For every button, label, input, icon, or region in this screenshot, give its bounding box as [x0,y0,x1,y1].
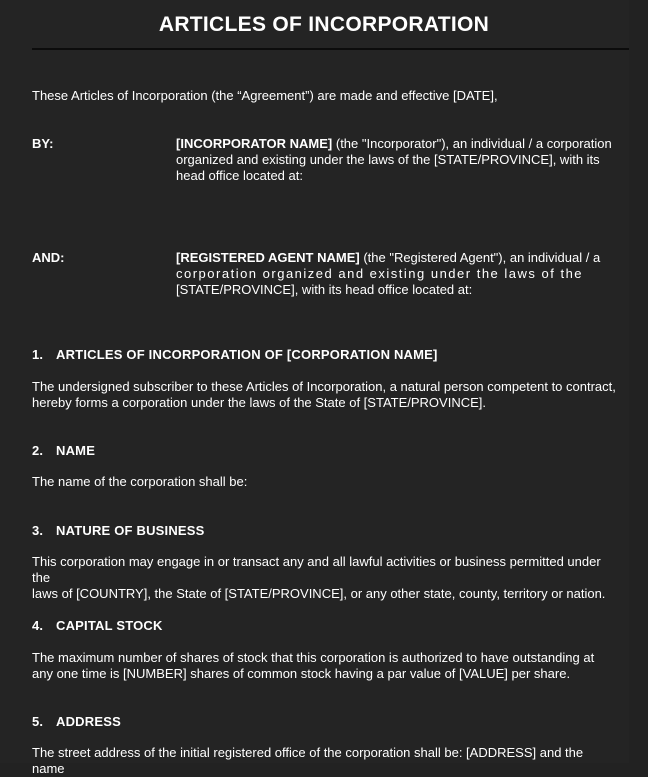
party-label-and: AND: [32,250,65,265]
party-block-incorporator [176,136,618,184]
party-line: corporation organized and existing under the laws of the [176,266,584,281]
body-line: hereby forms a corporation under the laws of the State of [STATE/PROVINCE]. [32,395,486,410]
section-body [32,650,618,682]
party-block-registered-agent [176,250,618,298]
body-line: The undersigned subscriber to these Articles of Incorporation, a natural person competent to contract, [32,379,616,394]
section-body [32,745,618,777]
incorporator-name: [INCORPORATOR NAME] [176,136,333,151]
section-body [32,379,618,411]
section-heading [32,443,95,459]
party-line: head office located at: [176,168,303,183]
section-heading [32,714,121,730]
section-title: ARTICLES OF INCORPORATION OF [CORPORATION NAME] [56,347,438,362]
section-title: ADDRESS [56,714,121,729]
body-line: The street address of the initial registered office of the corporation shall be: [ADDRESS] and the name [32,745,584,776]
section-heading [32,347,438,363]
body-line: The maximum number of shares of stock that this corporation is authorized to have outstanding at [32,650,595,665]
section-heading [32,618,163,634]
section-number: 2. [32,443,44,458]
section-number: 1. [32,347,44,362]
section-heading [32,523,205,539]
registered-agent-name: [REGISTERED AGENT NAME] [176,250,360,265]
section-number: 3. [32,523,44,538]
section-body [32,474,618,490]
section-number: 5. [32,714,44,729]
party-line: organized and existing under the laws of the [STATE/PROVINCE], with its [176,152,600,167]
body-line: laws of [COUNTRY], the State of [STATE/PROVINCE], or any other state, county, territory or nation. [32,586,606,601]
section-body [32,554,618,602]
intro-paragraph: These Articles of Incorporation (the “Agreement”) are made and effective [DATE], [32,88,498,103]
party-text: (the "Incorporator"), an individual / a corporation [332,136,612,151]
party-line: [STATE/PROVINCE], with its head office located at: [176,282,473,297]
party-label-by: BY: [32,136,54,151]
section-title: CAPITAL STOCK [56,618,163,633]
party-line [176,136,618,152]
body-line: The name of the corporation shall be: [32,474,248,489]
body-line: any one time is [NUMBER] shares of common stock having a par value of [VALUE] per share. [32,666,571,681]
section-title: NATURE OF BUSINESS [56,523,205,538]
document-title: ARTICLES OF INCORPORATION [158,13,490,36]
section-number: 4. [32,618,44,633]
body-line: This corporation may engage in or transact any and all lawful activities or business permitted under the [32,554,601,585]
title-divider [32,48,629,50]
party-text: (the "Registered Agent"), an individual / a [359,250,601,265]
party-line [176,250,618,266]
section-title: NAME [56,443,96,458]
